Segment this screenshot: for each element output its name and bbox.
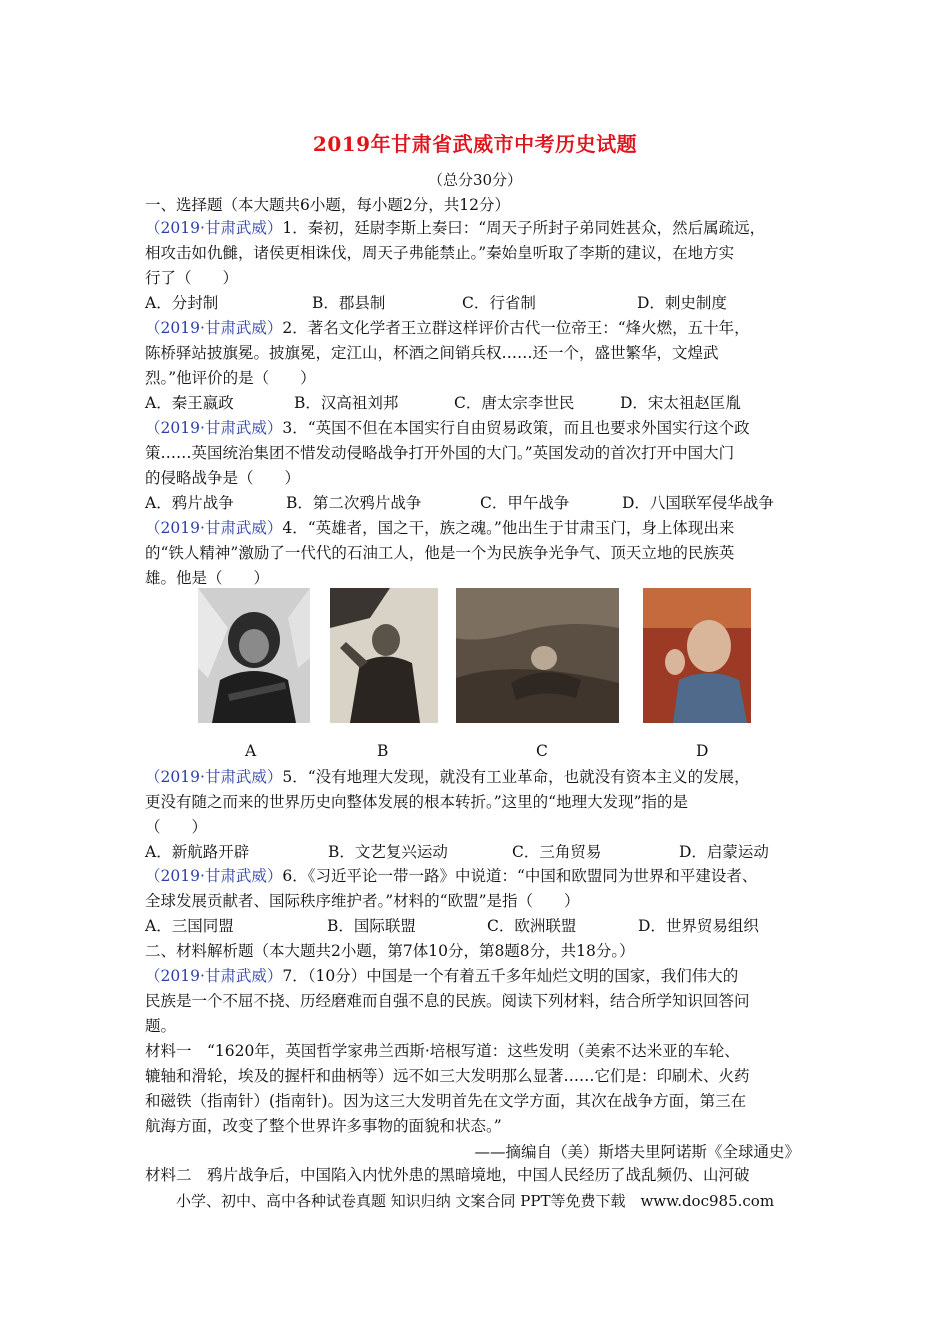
question-source: （2019·甘肃武威） (145, 519, 283, 537)
q3-line-1: （2019·甘肃武威）3．“英国不但在本国实行自由贸易政策，而且也要求外国实行这个政 (145, 419, 750, 437)
q2-line-2: 陈桥驿站披旗冕。披旗冕，定江山，杯酒之间销兵权……还一个，盛世繁华，文煌武 (145, 344, 719, 362)
q3-option-d: D．八国联军侵华战争 (622, 494, 774, 512)
photo-label-c: C (536, 742, 548, 760)
q5-option-a: A．新航路开辟 (145, 843, 250, 861)
photo-a (198, 588, 310, 723)
photo-d (643, 588, 751, 723)
q3-line-3: 的侵略战争是（ ） (145, 469, 301, 487)
page-footer: 小学、初中、高中各种试卷真题 知识归纳 文案合同 PPT等免费下载 www.doc985.com (175, 1192, 775, 1210)
q2-line-3: 烈。”他评价的是（ ） (145, 369, 316, 387)
q7-line-2: 民族是一个不屈不挠、历经磨难而自强不息的民族。阅读下列材料，结合所学知识回答问 (145, 992, 750, 1010)
material-1-line-2: 辘轴和滑轮，埃及的握杆和曲柄等）远不如三大发明那么显著……它们是：印刷术、火药 (145, 1067, 750, 1085)
q1-option-d: D．刺史制度 (637, 294, 727, 312)
q1-option-b: B．郡县制 (312, 294, 386, 312)
q2-line-1: （2019·甘肃武威）2．著名文化学者王立群这样评价古代一位帝王：“烽火燃，五十年， (145, 319, 750, 337)
q6-line-2: 全球发展贡献者、国际秩序维护者。”材料的“欧盟”是指（ ） (145, 892, 580, 910)
q2-option-a: A．秦王嬴政 (145, 394, 234, 412)
q6-option-c: C．欧洲联盟 (487, 917, 577, 935)
q5-line-2: 更没有随之而来的世界历史向整体发展的根本转折。”这里的“地理大发现”指的是 (145, 793, 689, 811)
q1-option-a: A．分封制 (145, 294, 219, 312)
q2-option-c: C．唐太宗李世民 (454, 394, 575, 412)
photo-label-b: B (377, 742, 389, 760)
q3-line-2: 策……英国统治集团不惜发动侵略战争打开外国的大门。”英国发动的首次打开中国大门 (145, 444, 735, 462)
question-source: （2019·甘肃武威） (145, 967, 283, 985)
section-2-heading: 二、材料解析题（本大题共2小题，第7体10分，第8题8分，共18分。） (145, 942, 635, 960)
q1-line-3: 行了（ ） (145, 269, 239, 287)
q5-option-b: B．文艺复兴运动 (328, 843, 448, 861)
material-1-line-4: 航海方面，改变了整个世界许多事物的面貌和状态。” (145, 1117, 502, 1135)
total-score: （总分30分） (427, 171, 523, 189)
q5-line-1: （2019·甘肃武威）5．“没有地理大发现，就没有工业革命，也就没有资本主义的发展， (145, 768, 750, 786)
question-source: （2019·甘肃武威） (145, 867, 283, 885)
q6-line-1: （2019·甘肃武威）6．《习近平论一带一路》中说道：“中国和欧盟同为世界和平建设者、 (145, 867, 758, 885)
section-1-heading: 一、选择题（本大题共6小题，每小题2分，共12分） (145, 196, 510, 214)
q3-option-b: B．第二次鸦片战争 (286, 494, 422, 512)
q6-option-b: B．国际联盟 (327, 917, 416, 935)
q4-line-3: 雄。他是（ ） (145, 569, 270, 587)
photo-b (330, 588, 438, 723)
q3-option-a: A．鸦片战争 (145, 494, 234, 512)
material-1-line-3: 和磁铁（指南针）(指南针)。因为这三大发明首先在文学方面，其次在战争方面，第三在 (145, 1092, 747, 1110)
q2-option-d: D．宋太祖赵匡胤 (620, 394, 741, 412)
q1-line-2: 相攻击如仇雠，诸侯更相诛伐，周天子弗能禁止。”秦始皇听取了李斯的建议，在地方实 (145, 244, 735, 262)
q1-line-1: （2019·甘肃武威）1．秦初，廷尉李斯上奏曰：“周天子所封子弟同姓甚众，然后属疏远， (145, 219, 766, 237)
q4-line-2: 的“铁人精神”激励了一代代的石油工人，他是一个为民族争光争气、顶天立地的民族英 (145, 544, 735, 562)
material-2-line-1: 材料二 鸦片战争后，中国陷入内忧外患的黑暗境地，中国人民经历了战乱频仍、山河破 (145, 1166, 750, 1184)
material-1-source: ——摘编自（美）斯塔夫里阿诺斯《全球通史》 (474, 1143, 800, 1161)
photo-label-a: A (245, 742, 257, 760)
q6-option-a: A．三国同盟 (145, 917, 234, 935)
photo-c (456, 588, 619, 723)
question-source: （2019·甘肃武威） (145, 219, 283, 237)
q7-line-1: （2019·甘肃武威）7．（10分）中国是一个有着五千多年灿烂文明的国家，我们伟大的 (145, 967, 739, 985)
q4-line-1: （2019·甘肃武威）4．“英雄者，国之干，族之魂。”他出生于甘肃玉门，身上体现出来 (145, 519, 735, 537)
q5-option-c: C．三角贸易 (512, 843, 602, 861)
q5-option-d: D．启蒙运动 (679, 843, 769, 861)
q7-line-3: 题。 (145, 1017, 177, 1035)
page-title: 2019年甘肃省武威市中考历史试题 (312, 132, 638, 156)
photo-label-d: D (696, 742, 709, 760)
question-source: （2019·甘肃武威） (145, 768, 283, 786)
question-source: （2019·甘肃武威） (145, 319, 283, 337)
q2-option-b: B．汉高祖刘邦 (294, 394, 399, 412)
q1-option-c: C．行省制 (462, 294, 536, 312)
q5-line-3: （ ） (145, 818, 208, 836)
material-1-line-1: 材料一 “1620年，英国哲学家弗兰西斯·培根写道：这些发明（美索不达米亚的车轮、 (145, 1042, 740, 1060)
q6-option-d: D．世界贸易组织 (638, 917, 759, 935)
q3-option-c: C．甲午战争 (480, 494, 570, 512)
question-source: （2019·甘肃武威） (145, 419, 283, 437)
